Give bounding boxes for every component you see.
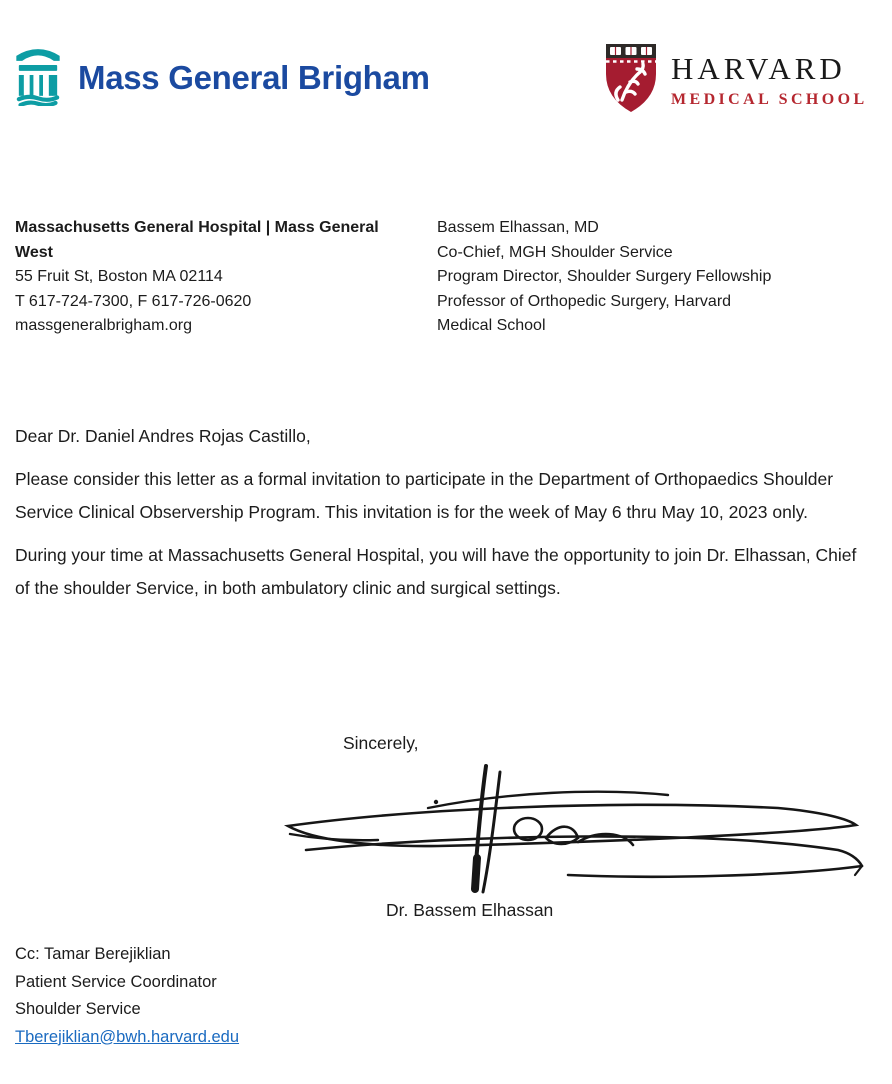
hospital-name-line1: Massachusetts General Hospital | Mass General bbox=[15, 219, 379, 236]
mgb-building-icon bbox=[13, 44, 63, 111]
hospital-phone-fax: T 617-724-7300, F 617-726-0620 bbox=[15, 292, 252, 310]
doctor-title-2: Program Director, Shoulder Surgery Fellowship bbox=[437, 268, 772, 285]
harvard-shield-icon bbox=[604, 42, 658, 119]
hospital-info bbox=[15, 216, 437, 339]
letter-body bbox=[15, 420, 873, 615]
letterhead-contact-section bbox=[15, 216, 877, 339]
doctor-title-3-line2: Medical School bbox=[437, 317, 546, 334]
hospital-website: massgeneralbrigham.org bbox=[15, 317, 192, 334]
doctor-title-3-line1: Professor of Orthopedic Surgery, Harvard bbox=[437, 292, 732, 310]
cc-department: Shoulder Service bbox=[15, 1000, 141, 1018]
harvard-school-label: MEDICAL SCHOOL bbox=[671, 91, 868, 109]
mgb-logo bbox=[13, 44, 430, 111]
doctor-info bbox=[437, 216, 877, 339]
cc-block bbox=[15, 941, 239, 1051]
doctor-title-1: Co-Chief, MGH Shoulder Service bbox=[437, 243, 673, 261]
hospital-address: 55 Fruit St, Boston MA 02114 bbox=[15, 268, 223, 285]
letter-paragraph-2: During your time at Massachusetts General Hospital, you will have the opportunity to join Dr. Elhassan, Chief of the shoulder Service, in both ambulatory clinic and surgical settings. bbox=[15, 545, 857, 598]
letter-closing: Sincerely, bbox=[343, 733, 419, 753]
harvard-wordmark-block bbox=[671, 52, 868, 109]
hospital-name-line2: West bbox=[15, 243, 53, 261]
letter-paragraph-1: Please consider this letter as a formal invitation to participate in the Department of Orthopaedics Shoulder Service Clinical Observership Program. This invitation is for the week of May 6 thru May 10, 2023 only. bbox=[15, 469, 834, 522]
harvard-logo bbox=[604, 42, 868, 119]
harvard-wordmark: HARVARD bbox=[671, 50, 846, 86]
signature-image bbox=[278, 762, 866, 894]
signed-name: Dr. Bassem Elhassan bbox=[386, 900, 554, 920]
cc-email-link[interactable]: Tberejiklian@bwh.harvard.edu bbox=[15, 1027, 240, 1046]
cc-role: Patient Service Coordinator bbox=[15, 972, 217, 991]
mgb-wordmark: Mass General Brigham bbox=[78, 58, 430, 96]
doctor-name: Bassem Elhassan, MD bbox=[437, 219, 599, 236]
cc-line: Cc: Tamar Berejiklian bbox=[15, 945, 171, 963]
letter-greeting: Dear Dr. Daniel Andres Rojas Castillo, bbox=[15, 426, 311, 446]
